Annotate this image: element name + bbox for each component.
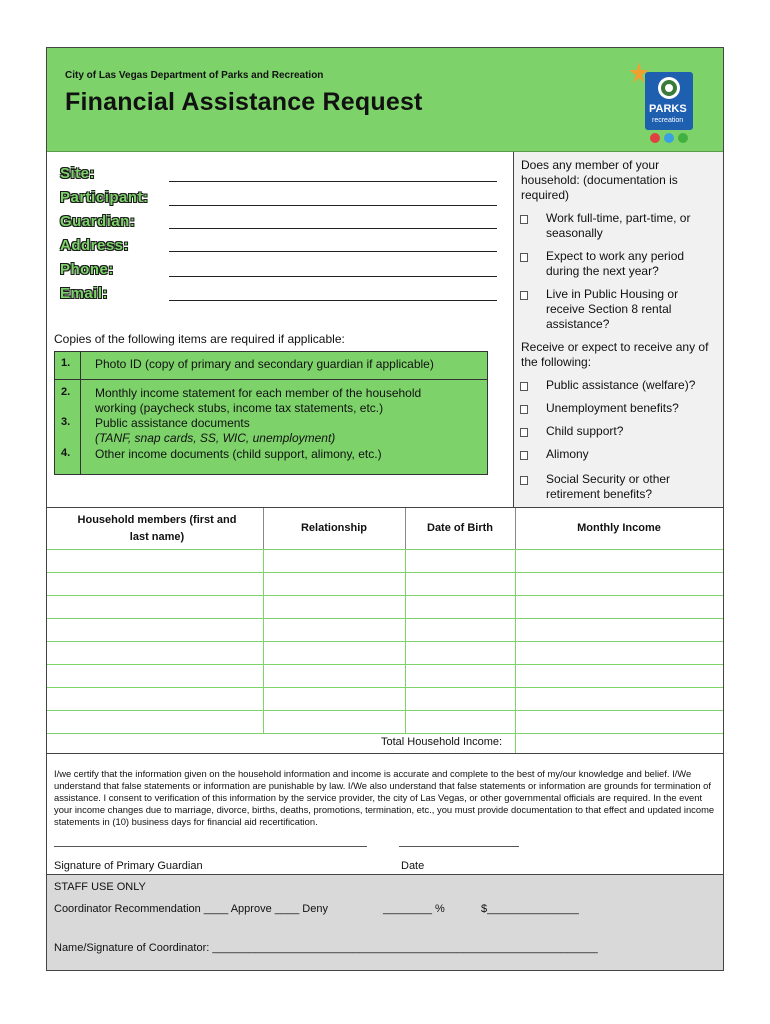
option-alimony: Alimony [546,447,589,461]
doc-item: Public assistance documents [95,416,250,430]
certification-text: I/we certify that the information given on the household information and income is accurate and complete to the best of my/our knowledge and belief. I/We understand that false statements or information are punishable by law. I/We also understand that false statements or information are grounds for termination of assistance. I consent to verification of this information by the service provider, the city of Las Vegas, or other governmental officials are required. In the event your income changes due to marriage, divorce, births, deaths, promotions, termination, etc., you must provide documentation to that effect and updated income statements in (10) business days for financial aid recertification. [54,768,715,827]
date-label: Date [401,860,425,872]
doc-number: 4. [61,447,71,459]
checkbox[interactable] [520,382,528,391]
total-household-income-label: Total Household Income: [381,736,503,748]
table-row[interactable] [47,710,723,732]
signature-field[interactable] [54,846,367,847]
staff-use-title: STAFF USE ONLY [54,881,146,893]
form-page [46,47,724,971]
date-field[interactable] [399,846,519,847]
email-label: Email: [60,285,109,302]
table-row[interactable] [47,618,723,640]
column-divider [405,549,406,733]
copies-required-title: Copies of the following items are required if applicable: [54,332,345,346]
checkbox[interactable] [520,405,528,414]
option-public-housing: Live in Public Housing or receive Section 8 rental assistance? [546,287,679,331]
participant-label: Participant: [60,189,149,206]
doc-number: 3. [61,416,71,428]
form-title: Financial Assistance Request [65,88,423,116]
amount-field[interactable]: $_______________ [481,903,579,915]
doc-number: 1. [61,357,71,369]
checkbox[interactable] [520,291,528,300]
option-work: Work full-time, part-time, or seasonally [546,211,691,240]
column-header-relationship: Relationship [300,522,367,534]
option-public-assistance: Public assistance (welfare)? [546,378,696,392]
address-label: Address: [60,237,130,254]
option-unemployment: Unemployment benefits? [546,401,679,415]
phone-field[interactable] [169,276,497,277]
logo-subtext: recreation [652,117,684,124]
column-divider [515,549,516,754]
household-question: Does any member of your household: (documentation is required) [521,158,678,202]
table-row[interactable] [47,595,723,617]
site-label: Site: [60,165,96,182]
household-table [47,507,723,753]
checkbox[interactable] [520,476,528,485]
docs-divider [80,352,81,474]
header-divider [515,508,516,549]
column-header-income: Monthly Income [577,522,661,534]
checkbox[interactable] [520,451,528,460]
table-row[interactable] [47,664,723,686]
checkbox[interactable] [520,428,528,437]
header-divider [405,508,406,549]
coordinator-recommendation[interactable]: Coordinator Recommendation ____ Approve ____ Deny [54,903,328,915]
table-row[interactable] [47,687,723,709]
option-expect-work: Expect to work any period during the next year? [546,249,685,278]
doc-item-detail: (TANF, snap cards, SS, WIC, unemployment) [95,431,336,445]
table-row[interactable] [47,549,723,571]
site-field[interactable] [169,181,497,182]
department-name: City of Las Vegas Department of Parks and Recreation [65,70,324,81]
participant-info [47,152,513,352]
doc-number: 2. [61,386,71,398]
email-field[interactable] [169,300,497,301]
column-header-members: Household members (first and last name) [77,514,237,543]
checkbox[interactable] [520,253,528,262]
staff-use-section [47,874,723,970]
participant-field[interactable] [169,205,497,206]
table-row[interactable] [47,641,723,663]
form-header [47,48,723,152]
doc-item: Monthly income statement for each member of the household working (paycheck stubs, income tax statements, etc.) [95,386,422,415]
receive-question: Receive or expect to receive any of the following: [521,340,709,369]
doc-item: Other income documents (child support, alimony, etc.) [95,447,382,461]
phone-label: Phone: [60,261,114,278]
column-divider [263,549,264,733]
docs-row-divider [55,379,487,380]
signature-label: Signature of Primary Guardian [54,860,203,872]
guardian-field[interactable] [169,228,497,229]
option-child-support: Child support? [546,424,624,438]
column-header-dob: Date of Birth [427,522,493,534]
doc-item: Photo ID (copy of primary and secondary guardian if applicable) [95,357,434,371]
checkbox[interactable] [520,215,528,224]
logo-text: PARKS [649,103,687,115]
percent-field[interactable]: ________ % [383,903,445,915]
parks-recreation-logo [625,56,709,148]
certification-section [47,753,723,874]
required-documents-list [54,351,488,475]
header-divider [263,508,264,549]
guardian-label: Guardian: [60,213,136,230]
coordinator-signature[interactable]: Name/Signature of Coordinator: _______________________________________________________________ [54,942,598,954]
household-questions [513,152,723,507]
option-social-security: Social Security or other retirement benefits? [546,472,671,501]
table-row[interactable] [47,572,723,594]
address-field[interactable] [169,251,497,252]
